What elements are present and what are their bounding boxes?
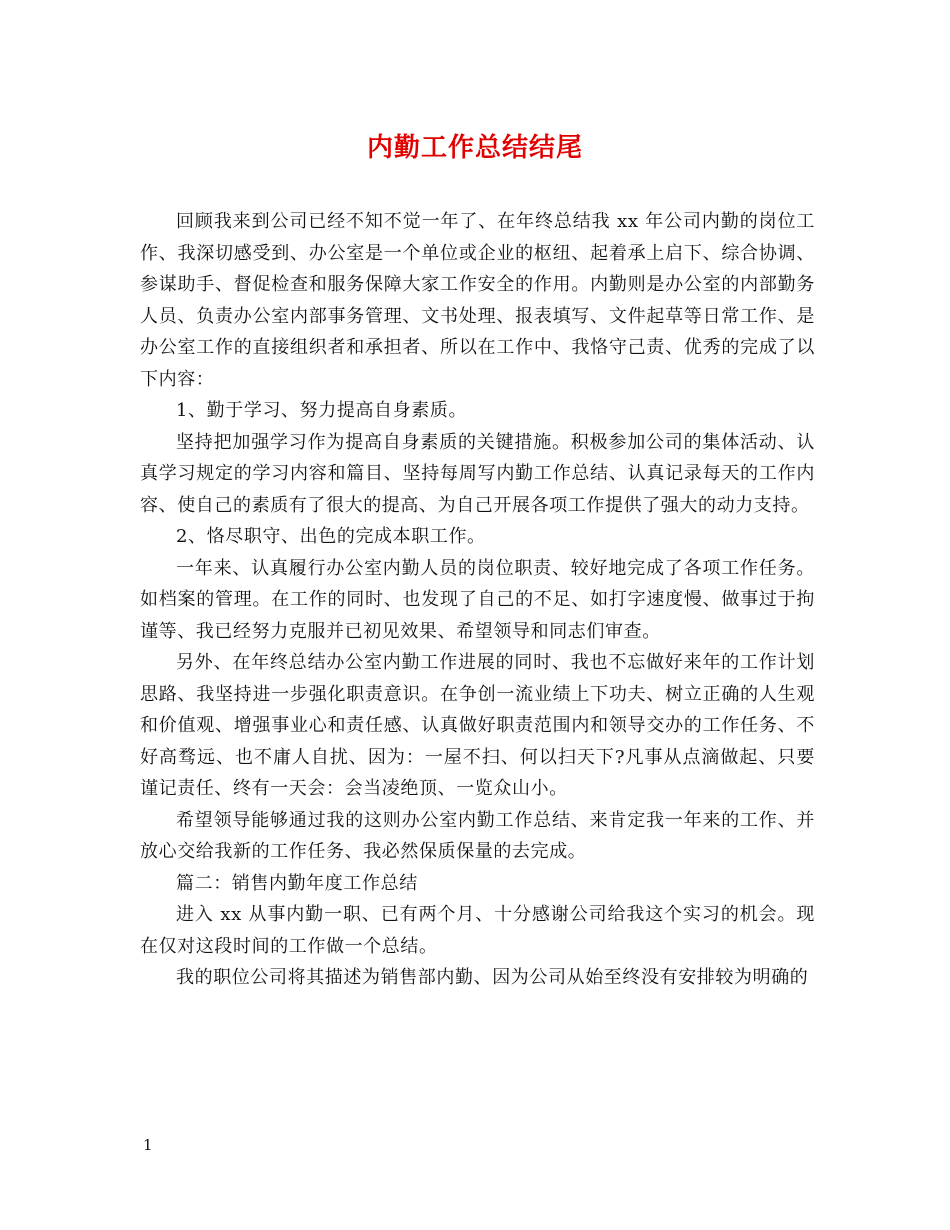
document-title: 内勤工作总结结尾: [366, 133, 583, 163]
paragraph-plan: 另外、在年终总结办公室内勤工作进展的同时、我也不忘做好来年的工作计划思路、我坚持进一步强化职责意识。在争创一流业绩上下功夫、树立正确的人生观和价值观、增强事业心和责任感、认真做好职责范围内和领导交办的工作任务、不好高骛远、也不庸人自扰、因为：一屋不扫、何以扫天下?凡事从点滴做起、只要谨记责任、终有一天会：会当凌绝顶、一览众山小。: [140, 652, 815, 799]
paragraph-intro: 回顾我来到公司已经不知不觉一年了、在年终总结我 xx 年公司内勤的岗位工作、我深切感受到、办公室是一个单位或企业的枢纽、起着承上启下、综合协调、参谋助手、督促检查和服务保障大家工作安全的作用。内勤则是办公室的内部勤务人员、负责办公室内部事务管理、文书处理、报表填写、文件起草等日常工作、是办公室工作的直接组织者和承担者、所以在工作中、我恪守己责、优秀的完成了以下内容：: [140, 211, 815, 390]
page-number: 1: [143, 1136, 153, 1154]
paragraph-part-two-heading: 篇二：销售内勤年度工作总结: [176, 872, 418, 894]
paragraph-heading-2: 2、恪尽职守、出色的完成本职工作。: [176, 526, 486, 547]
document-body: [140, 206, 815, 994]
paragraph-duties: 一年来、认真履行办公室内勤人员的岗位职责、较好地完成了各项工作任务。如档案的管理。在工作的同时、也发现了自己的不足、如打字速度慢、做事过于拘谨等、我已经努力克服并已初见效果、希望领导和同志们审查。: [140, 557, 815, 642]
paragraph-sales-intro: 进入 xx 从事内勤一职、已有两个月、十分感谢公司给我这个实习的机会。现在仅对这段时间的工作做一个总结。: [140, 904, 815, 957]
paragraph-hope: 希望领导能够通过我的这则办公室内勤工作总结、来肯定我一年来的工作、并放心交给我新的工作任务、我必然保质保量的去完成。: [140, 809, 815, 862]
paragraph-heading-1: 1、勤于学习、努力提高自身素质。: [176, 400, 468, 421]
paragraph-position: 我的职位公司将其描述为销售部内勤、因为公司从始至终没有安排较为明确的: [176, 967, 809, 988]
paragraph-study: 坚持把加强学习作为提高自身素质的关键措施。积极参加公司的集体活动、认真学习规定的学习内容和篇目、坚持每周写内勤工作总结、认真记录每天的工作内容、使自己的素质有了很大的提高、为自己开展各项工作提供了强大的动力支持。: [140, 431, 815, 516]
